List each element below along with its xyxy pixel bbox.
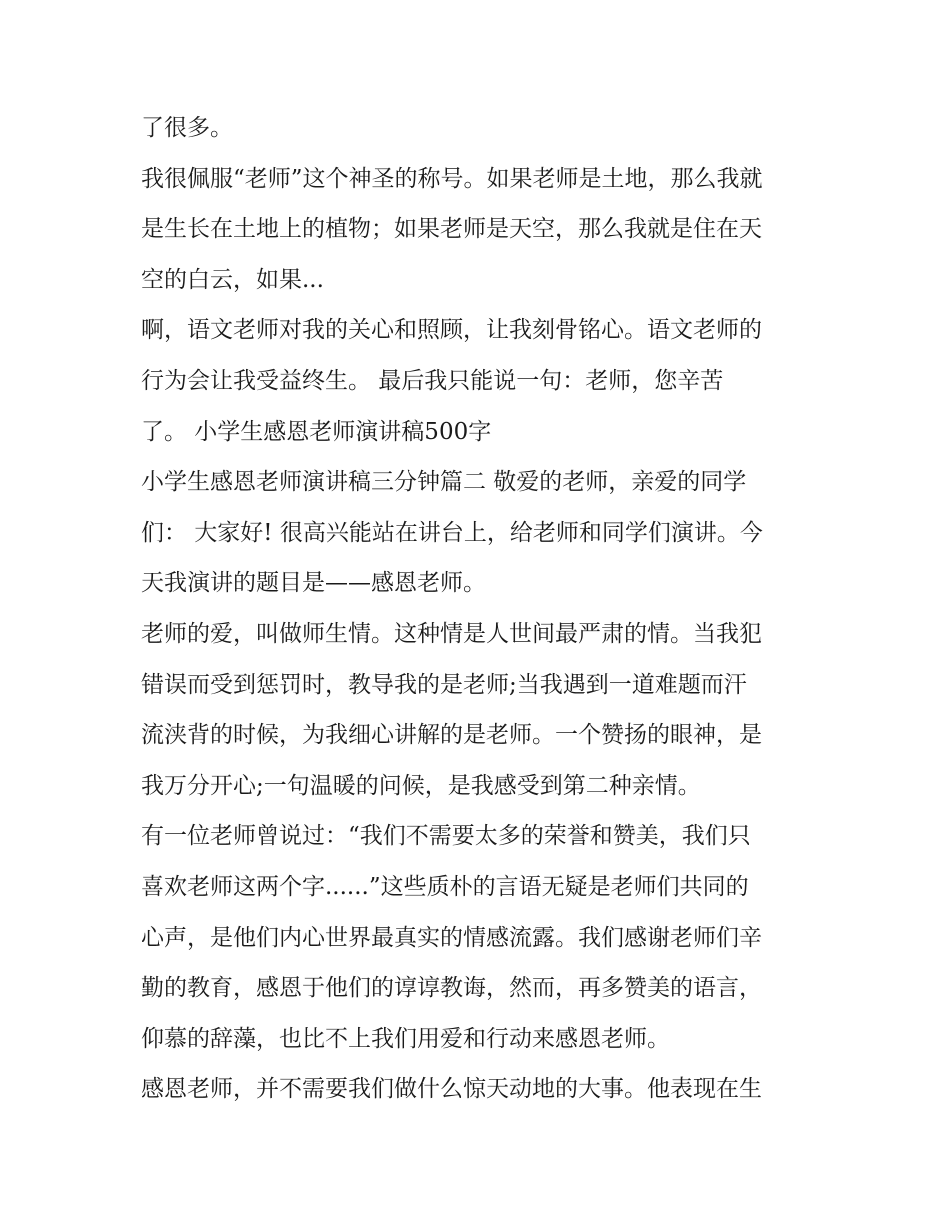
text-line: 心声，是他们内心世界最真实的情感流露。我们感谢老师们辛 <box>141 924 762 951</box>
text-line: 了。 小学生感恩老师演讲稿500字 <box>141 418 492 445</box>
text-line: 错误而受到惩罚时，教导我的是老师;当我遇到一道难题而汗 <box>141 671 747 698</box>
text-line: 了很多。 <box>141 115 233 141</box>
text-line: 啊，语文老师对我的关心和照顾，让我刻骨铭心。语文老师的 <box>141 317 762 344</box>
text-line: 有一位老师曾说过：“我们不需要太多的荣誉和赞美，我们只 <box>141 823 751 850</box>
text-line: 我很佩服“老师”这个神圣的称号。如果老师是土地，那么我就 <box>141 165 763 192</box>
document-body <box>141 103 821 1115</box>
text-line: 们： 大家好! 很高兴能站在讲台上，给老师和同学们演讲。今 <box>141 519 763 546</box>
text-line: 老师的爱，叫做师生情。这种情是人世间最严肃的情。当我犯 <box>141 620 762 647</box>
text-line: 小学生感恩老师演讲稿三分钟篇二 敬爱的老师，亲爱的同学 <box>141 469 747 496</box>
text-line: 空的白云，如果... <box>141 266 324 293</box>
text-line: 天我演讲的题目是——感恩老师。 <box>141 570 486 597</box>
text-line: 喜欢老师这两个字......”这些质朴的言语无疑是老师们共同的 <box>141 873 749 900</box>
text-line: 勤的教育，感恩于他们的谆谆教诲，然而，再多赞美的语言， <box>141 975 762 1002</box>
text-line: 行为会让我受益终生。 最后我只能说一句：老师，您辛苦 <box>141 367 724 394</box>
text-line: 流浃背的时候，为我细心讲解的是老师。一个赞扬的眼神，是 <box>141 722 762 749</box>
text-line: 是生长在土地上的植物；如果老师是天空，那么我就是住在天 <box>141 216 762 243</box>
text-line: 我万分开心;一句温暖的问候，是我感受到第二种亲情。 <box>141 772 701 799</box>
text-line: 感恩老师，并不需要我们做什么惊天动地的大事。他表现在生 <box>141 1076 762 1103</box>
text-line: 仰慕的辞藻，也比不上我们用爱和行动来感恩老师。 <box>141 1025 670 1052</box>
